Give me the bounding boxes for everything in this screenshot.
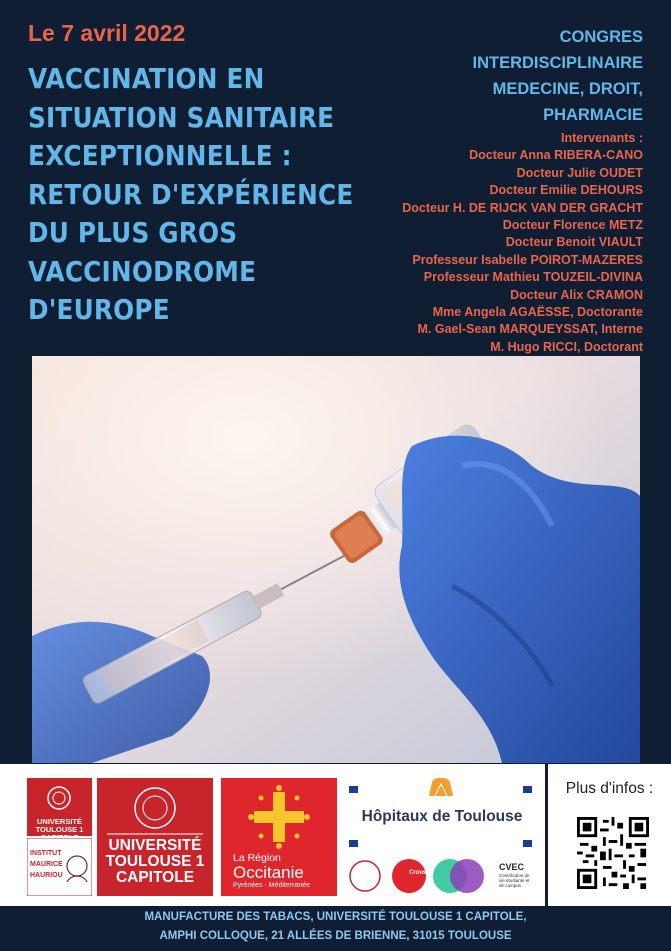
eu-flag-icon <box>523 786 532 793</box>
imh-label: INSTITUT MAURICE HAURIOU <box>30 850 63 879</box>
vaccine-photo <box>32 356 640 763</box>
footer-line: MANUFACTURE DES TABACS, UNIVERSITÉ TOULOUSE 1 CAPITOLE, <box>144 911 527 923</box>
crous-icon <box>392 859 426 893</box>
speaker-item: Mme Angela AGAËSSE, Doctorante <box>432 305 643 320</box>
occitanie-label-3: Pyrénées · Méditerranée <box>233 882 311 889</box>
congress-line: INTERDISCIPLINAIRE <box>472 54 643 72</box>
ut1-large-label: UNIVERSITÉ TOULOUSE 1 CAPITOLE <box>105 837 205 886</box>
ut1-small-label: UNIVERSITÉ TOULOUSE 1 <box>35 817 84 834</box>
cvec-sublabel: Contribution de vie étudiante et de campus <box>499 873 530 888</box>
poster-title <box>28 60 358 330</box>
title-line: EXCEPTIONNELLE : <box>28 140 292 172</box>
title-line: D'EUROPE <box>28 294 170 326</box>
eu-flag-icon <box>523 840 532 847</box>
qr-code-icon[interactable] <box>577 817 649 889</box>
venue-footer <box>0 906 671 946</box>
cvec-label: CVEC <box>499 862 525 872</box>
speaker-item: Professeur Mathieu TOUZEIL-DIVINA <box>423 270 643 285</box>
speakers-list <box>402 130 643 356</box>
hopitaux-logo-block <box>347 778 537 896</box>
more-info-label: Plus d'infos : <box>565 780 654 797</box>
vaccine-illustration <box>32 356 640 763</box>
shell-icon <box>429 778 453 796</box>
speaker-item: Docteur Emilie DEHOURS <box>489 183 643 198</box>
speaker-item: Docteur Florence METZ <box>502 218 643 233</box>
congress-line: PHARMACIE <box>543 106 643 124</box>
more-info-box <box>548 764 671 906</box>
title-line: RETOUR D'EXPÉRIENCE <box>28 178 354 211</box>
speaker-item: Docteur Alix CRAMON <box>510 287 643 302</box>
event-date: Le 7 avril 2022 <box>28 20 186 46</box>
speaker-item: M. Gael-Sean MARQUEYSSAT, Interne <box>417 322 643 337</box>
occitanie-label-2: Occitanie <box>233 863 304 882</box>
congress-line: CONGRES <box>559 28 643 46</box>
congress-heading <box>472 24 643 128</box>
speakers-heading: Intervenants : <box>561 131 643 145</box>
speaker-item: Professeur Isabelle POIROT-MAZERES <box>412 252 643 267</box>
title-line: VACCINATION EN <box>28 63 265 95</box>
eu-flag-icon <box>349 840 358 847</box>
occitanie-label-1: La Région <box>233 852 281 864</box>
speaker-item: Docteur Benoit VIAULT <box>505 235 643 250</box>
speaker-item: M. Hugo RICCI, Doctorant <box>490 339 643 354</box>
ut1-seal-small-icon <box>350 861 380 891</box>
cvec-circle-purple <box>450 859 484 893</box>
hopitaux-label: Hôpitaux de Toulouse <box>361 808 523 825</box>
speaker-item: Docteur Julie OUDET <box>516 165 643 180</box>
crous-label: Crous <box>409 870 427 876</box>
title-line: VACCINODROME <box>28 255 257 288</box>
title-line: DU PLUS GROS <box>28 217 238 249</box>
title-line: SITUATION SANITAIRE <box>28 101 335 134</box>
congress-line: MEDECINE, DROIT, <box>492 80 643 98</box>
speaker-item: Docteur Anna RIBERA-CANO <box>469 148 643 163</box>
footer-line: AMPHI COLLOQUE, 21 ALLÉES DE BRIENNE, 31015 TOULOUSE <box>159 930 512 942</box>
eu-flag-icon <box>349 786 358 793</box>
speaker-item: Docteur H. DE RIJCK VAN DER GRACHT <box>402 200 643 215</box>
